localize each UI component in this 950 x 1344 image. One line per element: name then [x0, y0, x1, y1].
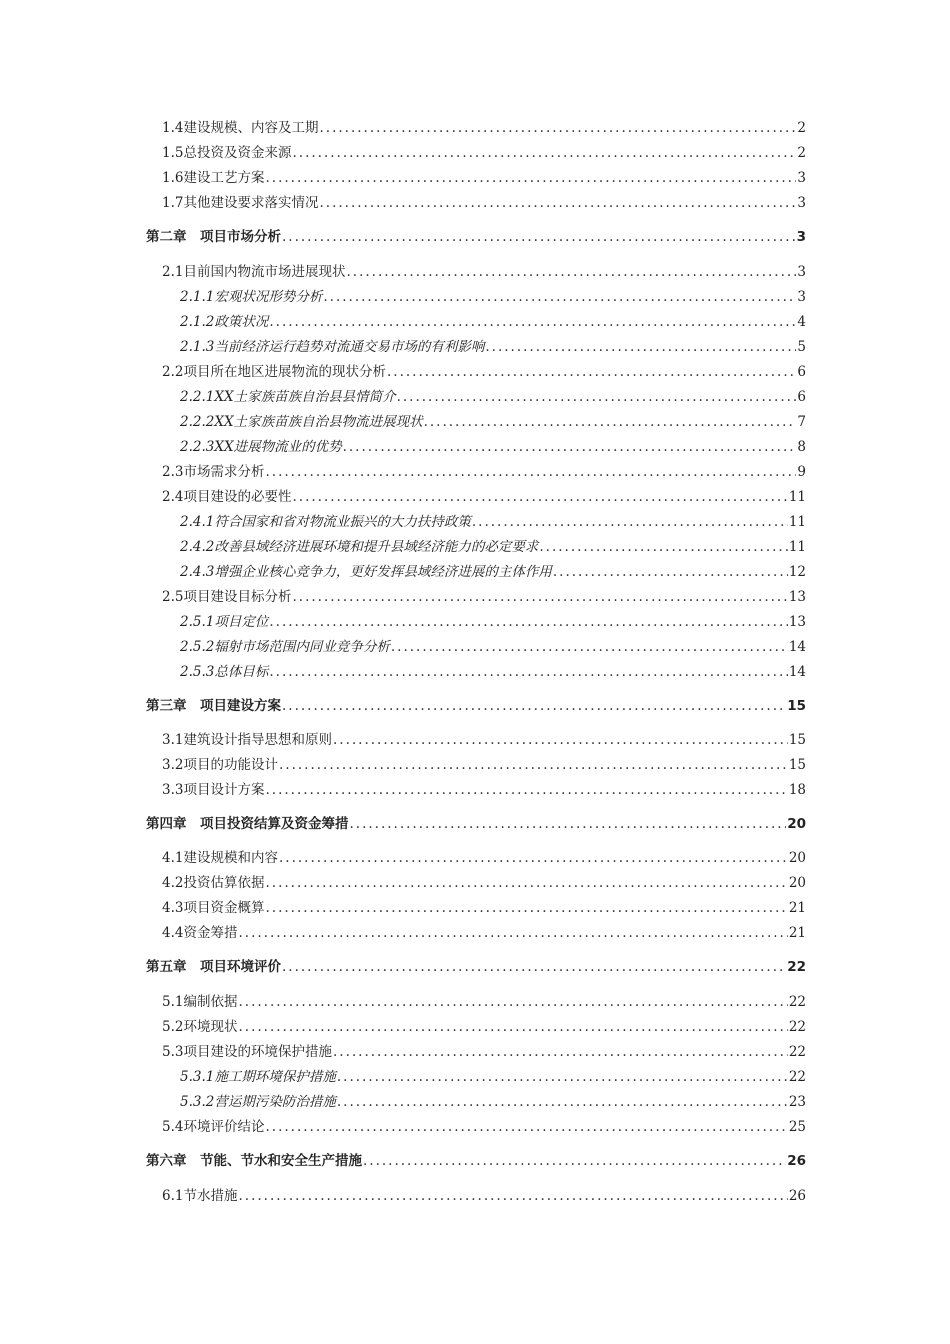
- toc-entry-title: 1.4建设规模、内容及工期: [162, 120, 319, 136]
- toc-entry-title: 2.5项目建设目标分析: [162, 589, 292, 605]
- toc-page-number: 22: [788, 1044, 806, 1060]
- toc-page-number: 2: [797, 145, 806, 161]
- toc-dot-leader: [279, 755, 788, 775]
- toc-page-number: 12: [788, 564, 806, 580]
- toc-entry[interactable]: [180, 337, 806, 357]
- toc-entry-title: 3.2项目的功能设计: [162, 757, 278, 773]
- toc-entry[interactable]: [146, 227, 806, 247]
- toc-dot-leader: [391, 637, 788, 657]
- toc-page-number: 11: [788, 539, 806, 555]
- toc-entry-title: 3.1建筑设计指导思想和原则: [162, 732, 332, 748]
- toc-entry[interactable]: [162, 992, 806, 1012]
- toc-dot-leader: [265, 462, 796, 482]
- toc-entry[interactable]: [180, 562, 806, 582]
- toc-entry[interactable]: [146, 957, 806, 977]
- toc-dot-leader: [292, 143, 796, 163]
- toc-entry[interactable]: [180, 512, 806, 532]
- toc-entry[interactable]: [162, 780, 806, 800]
- toc-dot-leader: [269, 612, 787, 632]
- toc-page-number: 15: [788, 732, 806, 748]
- toc-page-number: 3: [797, 289, 806, 305]
- toc-entry-title: 5.3项目建设的环境保护措施: [162, 1044, 332, 1060]
- toc-entry[interactable]: [180, 437, 806, 457]
- toc-dot-leader: [238, 1017, 787, 1037]
- toc-entry-title: 2.1.3当前经济运行趋势对流通交易市场的有利影响: [180, 339, 485, 355]
- toc-dot-leader: [397, 387, 797, 407]
- toc-dot-leader: [265, 898, 787, 918]
- toc-page-number: 13: [788, 614, 806, 630]
- toc-page-number: 15: [787, 698, 806, 714]
- toc-entry[interactable]: [162, 848, 806, 868]
- toc-entry[interactable]: [162, 730, 806, 750]
- toc-entry-title: 第五章 项目环境评价: [146, 959, 281, 975]
- toc-entry-title: 2.5.2辐射市场范围内同业竞争分析: [180, 639, 390, 655]
- toc-entry-title: 1.5总投资及资金来源: [162, 145, 292, 161]
- toc-dot-leader: [319, 118, 796, 138]
- toc-dot-leader: [269, 662, 787, 682]
- toc-page-number: 3: [796, 229, 806, 245]
- toc-page-number: 21: [788, 925, 806, 941]
- toc-entry-title: 5.1编制依据: [162, 994, 238, 1010]
- toc-entry-title: 2.5.1项目定位: [180, 614, 269, 630]
- toc-page-number: 3: [797, 264, 806, 280]
- toc-entry-title: 1.7其他建设要求落实情况: [162, 195, 319, 211]
- toc-entry[interactable]: [162, 118, 806, 138]
- toc-page-number: 4: [797, 314, 806, 330]
- toc-dot-leader: [346, 262, 796, 282]
- toc-entry-title: 2.2项目所在地区进展物流的现状分析: [162, 364, 386, 380]
- toc-entry[interactable]: [180, 1092, 806, 1112]
- toc-entry[interactable]: [146, 814, 806, 834]
- toc-entry[interactable]: [162, 587, 806, 607]
- toc-page-number: 9: [797, 464, 806, 480]
- toc-entry-title: 第四章 项目投资结算及资金筹措: [146, 816, 349, 832]
- toc-page-number: 3: [797, 170, 806, 186]
- toc-entry-title: 5.3.1施工期环境保护措施: [180, 1069, 336, 1085]
- toc-entry-title: 第三章 项目建设方案: [146, 698, 281, 714]
- toc-entry[interactable]: [146, 696, 806, 716]
- toc-entry[interactable]: [180, 637, 806, 657]
- toc-page-number: 20: [787, 816, 806, 832]
- toc-dot-leader: [238, 923, 787, 943]
- toc-page-number: 22: [788, 1019, 806, 1035]
- toc-page-number: 22: [788, 994, 806, 1010]
- toc-entry[interactable]: [162, 923, 806, 943]
- toc-entry-title: 2.2.1XX土家族苗族自治县县情简介: [180, 389, 396, 405]
- toc-dot-leader: [333, 730, 788, 750]
- toc-dot-leader: [292, 587, 787, 607]
- toc-entry-title: 1.6建设工艺方案: [162, 170, 265, 186]
- toc-page-number: 6: [797, 389, 806, 405]
- toc-entry[interactable]: [162, 143, 806, 163]
- toc-page-number: 22: [788, 1069, 806, 1085]
- toc-entry-title: 5.4环境评价结论: [162, 1119, 265, 1135]
- toc-entry-title: 2.2.2XX土家族苗族自治县物流进展现状: [180, 414, 423, 430]
- toc-entry[interactable]: [162, 1117, 806, 1137]
- toc-entry-title: 4.4资金筹措: [162, 925, 238, 941]
- toc-entry[interactable]: [180, 612, 806, 632]
- toc-dot-leader: [282, 957, 786, 977]
- toc-dot-leader: [539, 537, 787, 557]
- toc-page-number: 14: [788, 664, 806, 680]
- toc-page-number: 15: [788, 757, 806, 773]
- toc-page-number: 18: [788, 782, 806, 798]
- toc-entry-title: 2.1.1宏观状况形势分析: [180, 289, 323, 305]
- toc-entry[interactable]: [180, 662, 806, 682]
- toc-dot-leader: [350, 814, 787, 834]
- toc-page-number: 11: [788, 514, 806, 530]
- toc-dot-leader: [238, 992, 787, 1012]
- toc-dot-leader: [319, 193, 796, 213]
- toc-dot-leader: [333, 1042, 788, 1062]
- toc-entry[interactable]: [162, 193, 806, 213]
- toc-entry-title: 4.3项目资金概算: [162, 900, 265, 916]
- toc-entry[interactable]: [162, 1042, 806, 1062]
- toc-entry[interactable]: [180, 412, 806, 432]
- toc-entry[interactable]: [180, 312, 806, 332]
- toc-entry-title: 5.2环境现状: [162, 1019, 238, 1035]
- toc-entry-title: 第六章 节能、节水和安全生产措施: [146, 1153, 362, 1169]
- toc-entry-title: 5.3.2营运期污染防治措施: [180, 1094, 336, 1110]
- toc-page-number: 25: [788, 1119, 806, 1135]
- toc-entry-title: 2.3市场需求分析: [162, 464, 265, 480]
- toc-entry[interactable]: [180, 537, 806, 557]
- toc-page-number: 5: [797, 339, 806, 355]
- toc-page-number: 11: [788, 489, 806, 505]
- toc-dot-leader: [265, 780, 787, 800]
- toc-page-number: 26: [788, 1188, 806, 1204]
- toc-dot-leader: [337, 1067, 788, 1087]
- toc-dot-leader: [343, 437, 797, 457]
- toc-entry[interactable]: [162, 873, 806, 893]
- toc-entry-title: 2.5.3总体目标: [180, 664, 269, 680]
- toc-dot-leader: [238, 1186, 787, 1206]
- toc-entry-title: 2.4.2改善县域经济进展环境和提升县域经济能力的必定要求: [180, 539, 539, 555]
- toc-page-number: 22: [787, 959, 806, 975]
- toc-page-number: 21: [788, 900, 806, 916]
- toc-entry-title: 2.4项目建设的必要性: [162, 489, 292, 505]
- toc-entry-title: 3.3项目设计方案: [162, 782, 265, 798]
- toc-entry[interactable]: [162, 462, 806, 482]
- toc-page-number: 2: [797, 120, 806, 136]
- toc-entry-title: 4.1建设规模和内容: [162, 850, 278, 866]
- toc-dot-leader: [337, 1092, 788, 1112]
- toc-entry-title: 2.2.3XX进展物流业的优势: [180, 439, 342, 455]
- toc-page-number: 8: [797, 439, 806, 455]
- toc-page-number: 7: [797, 414, 806, 430]
- toc-page-number: 26: [787, 1153, 806, 1169]
- toc-page-number: 14: [788, 639, 806, 655]
- toc-entry-title: 2.4.1符合国家和省对物流业振兴的大力扶持政策: [180, 514, 471, 530]
- toc-dot-leader: [292, 487, 787, 507]
- toc-dot-leader: [265, 1117, 787, 1137]
- toc-entry[interactable]: [162, 755, 806, 775]
- toc-entry-title: 2.1目前国内物流市场进展现状: [162, 264, 346, 280]
- toc-entry[interactable]: [162, 262, 806, 282]
- toc-entry-title: 2.4.3增强企业核心竞争力，更好发挥县域经济进展的主体作用: [180, 564, 552, 580]
- toc-entry[interactable]: [146, 1151, 806, 1171]
- toc-dot-leader: [269, 312, 796, 332]
- toc-dot-leader: [553, 562, 788, 582]
- toc-entry[interactable]: [162, 362, 806, 382]
- toc-entry[interactable]: [162, 1186, 806, 1206]
- toc-page-number: 20: [788, 875, 806, 891]
- toc-entry[interactable]: [162, 168, 806, 188]
- toc-entry-title: 第二章 项目市场分析: [146, 229, 281, 245]
- toc-dot-leader: [265, 873, 787, 893]
- toc-entry[interactable]: [180, 287, 806, 307]
- toc-entry[interactable]: [162, 487, 806, 507]
- toc-page-number: 6: [797, 364, 806, 380]
- toc-entry[interactable]: [180, 387, 806, 407]
- toc-dot-leader: [424, 412, 797, 432]
- toc-dot-leader: [279, 848, 788, 868]
- toc-entry-title: 4.2投资估算依据: [162, 875, 265, 891]
- toc-dot-leader: [282, 227, 796, 247]
- toc-entry-title: 2.1.2政策状况: [180, 314, 269, 330]
- toc-entry[interactable]: [162, 1017, 806, 1037]
- toc-dot-leader: [363, 1151, 786, 1171]
- toc-page-number: 20: [788, 850, 806, 866]
- toc-dot-leader: [265, 168, 796, 188]
- toc-entry[interactable]: [162, 898, 806, 918]
- toc-dot-leader: [282, 696, 786, 716]
- toc-page-number: 23: [788, 1094, 806, 1110]
- toc-entry[interactable]: [180, 1067, 806, 1087]
- toc-dot-leader: [472, 512, 788, 532]
- toc-page-number: 13: [788, 589, 806, 605]
- toc-dot-leader: [323, 287, 796, 307]
- toc-page-number: 3: [797, 195, 806, 211]
- toc-dot-leader: [387, 362, 796, 382]
- toc-entry-title: 6.1节水措施: [162, 1188, 238, 1204]
- toc-dot-leader: [485, 337, 796, 357]
